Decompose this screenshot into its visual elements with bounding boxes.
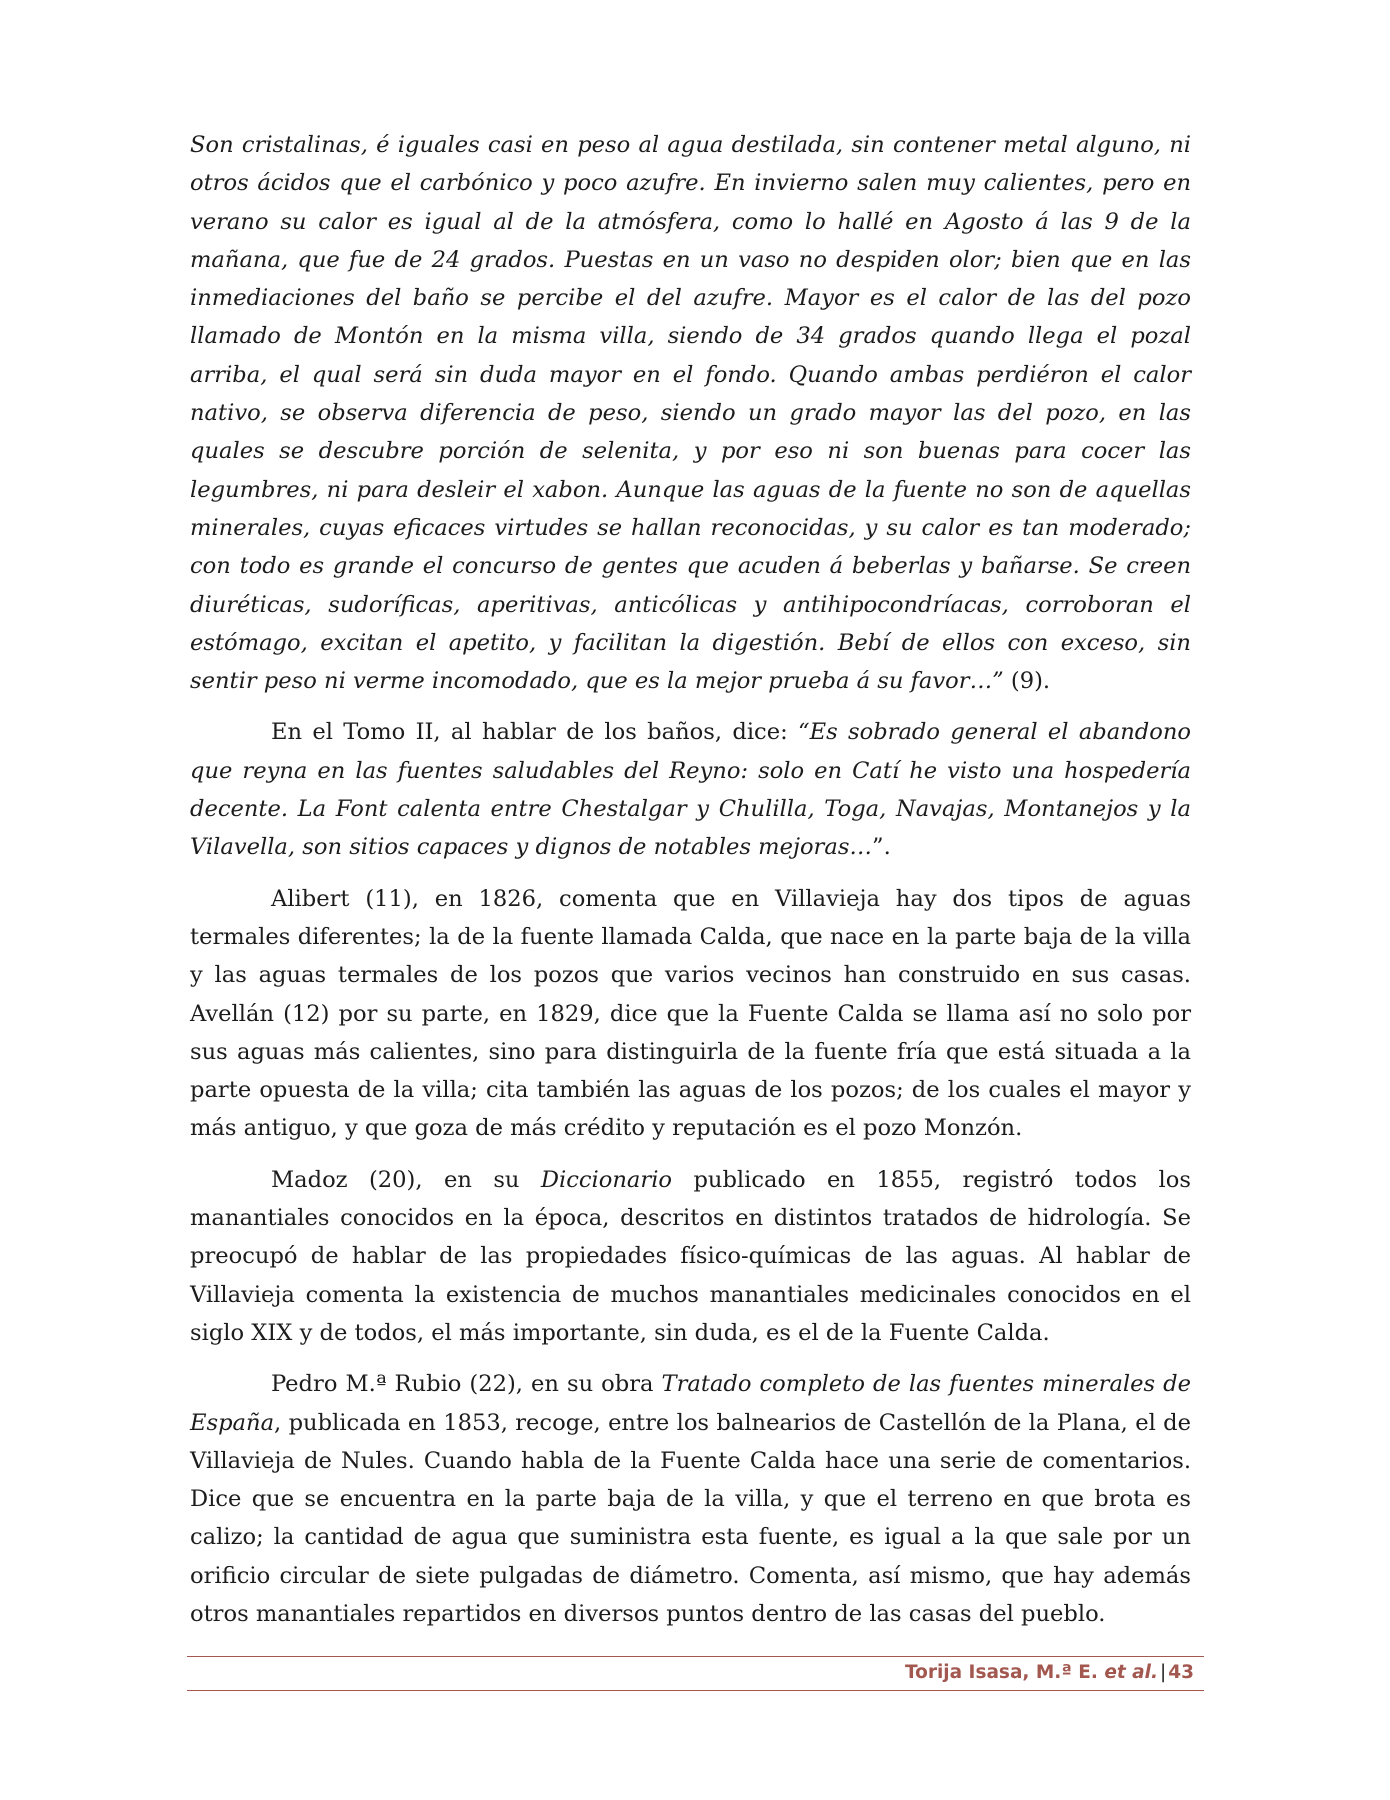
footer-separator: | (1160, 1662, 1167, 1683)
footer-divider-top (187, 1656, 1204, 1657)
page-footer (905, 1658, 1194, 1688)
page-number: 43 (1168, 1662, 1194, 1683)
footer-et-al: et al. (1104, 1662, 1159, 1683)
book-title: Tratado completo de las fuentes minerales de España (190, 1371, 1191, 1436)
footer-divider-bottom (187, 1690, 1204, 1691)
paragraph-madoz (190, 1161, 1191, 1352)
body-text (190, 126, 1191, 1646)
paragraph-quote-continuation (190, 126, 1191, 700)
paragraph-rubio (190, 1365, 1191, 1633)
paragraph-lead: Pedro M.ª Rubio (22), en su obra (271, 1371, 662, 1398)
paragraph-alibert (190, 880, 1191, 1148)
paragraph-lead: En el Tomo II, al hablar de los baños, dice: (271, 719, 799, 746)
quoted-text: “Es sobrado general el abandono que reyna en las fuentes saludables del Reyno: solo en Catí he visto una hospedería decente. La Font calenta entre Chestalgar y Chulilla, Toga, Navajas, Montanejos y la Vilavella, son sitios capaces y dignos de notables mejoras… (190, 719, 1192, 861)
paragraph-tail: publicado en 1855, registró todos los manantiales conocidos en la época, descritos en distintos tratados de hidrología. Se preocupó de hablar de las propiedades físico-químicas de las aguas. Al hablar de Villavieja comenta la existencia de muchos manantiales medicinales conocidos en el siglo XIX y de todos, el más importante, sin duda, es el de la Fuente Calda. (190, 1166, 1191, 1346)
paragraph-tail: , publicada en 1853, recoge, entre los balnearios de Castellón de la Plana, el de Villavieja de Nules. Cuando habla de la Fuente Calda hace una serie de comentarios. Dice que se encuentra en la parte baja de la villa, y que el terreno en que brota es calizo; la cantidad de agua que suministra esta fuente, es igual a la que sale por un orificio circular de siete pulgadas de diámetro. Comenta, así mismo, que hay además otros manantiales repartidos en diversos puntos dentro de las casas del pueblo. (190, 1409, 1191, 1627)
quoted-text: Son cristalinas, é iguales casi en peso al agua destilada, sin contener metal alguno, ni otros ácidos que el carbónico y poco azufre. En invierno salen muy calientes, pero en verano su calor es igual al de la atmósfera, como lo hallé en Agosto á las 9 de la mañana, que fue de 24 grados. Puestas en un vaso no despiden olor; bien que en las inmediaciones del baño se percibe el del azufre. Mayor es el calor de las del pozo llamado de Montón en la misma villa, siendo de 34 grados quando llega el pozal arriba, el qual será sin duda mayor en el fondo. Quando ambas perdiéron el calor nativo, se observa diferencia de peso, siendo un grado mayor las del pozo, en las quales se descubre porción de selenita, y por eso ni son buenas para cocer las legumbres, ni para desleir el xabon. Aunque las aguas de la fuente no son de aquellas minerales, cuyas eficaces virtudes se hallan reconocidas, y su calor es tan moderado; con todo es grande el concurso de gentes que acuden á beberlas y bañarse. Se creen diuréticas, sudoríficas, aperitivas, anticólicas y antihipocondríacas, corroboran el estómago, excitan el apetito, y facilitan la digestión. Bebí de ellos con exceso, sin sentir peso ni verme incomodado, que es la mejor prueba á su favor…” (190, 132, 1191, 695)
paragraph-text: Alibert (11), en 1826, comenta que en Villavieja hay dos tipos de aguas termales diferentes; la de la fuente llamada Calda, que nace en la parte baja de la villa y las aguas termales de los pozos que varios vecinos han construido en sus casas. Avellán (12) por su parte, en 1829, dice que la Fuente Calda se llama así no solo por sus aguas más calientes, sino para distinguirla de la fuente fría que está situada a la parte opuesta de la villa; cita también las aguas de los pozos; de los cuales el mayor y más antiguo, y que goza de más crédito y reputación es el pozo Monzón. (190, 885, 1191, 1142)
paragraph-tomo-ii (190, 713, 1191, 866)
book-title: Diccionario (540, 1166, 673, 1193)
citation: (9). (1003, 668, 1051, 695)
paragraph-tail: ”. (872, 834, 891, 861)
footer-authors: Torija Isasa, M.ª E. (904, 1662, 1105, 1683)
paragraph-lead: Madoz (20), en su (271, 1166, 541, 1193)
